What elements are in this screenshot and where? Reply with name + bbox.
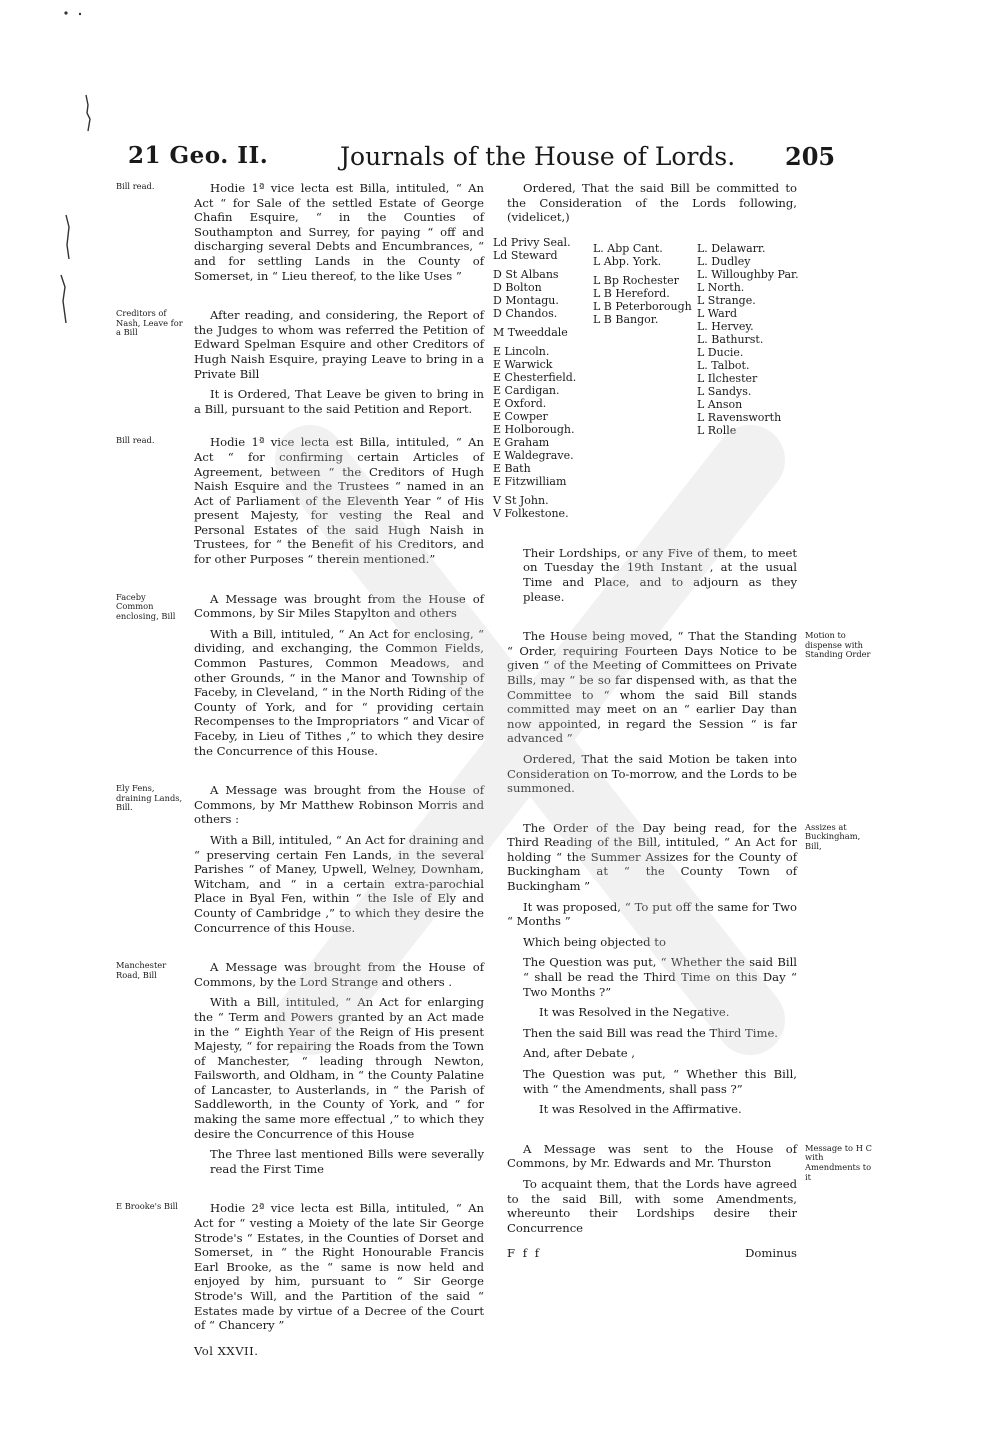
committee-member: E Cowper — [493, 409, 548, 423]
committee-member: L Ilchester — [697, 371, 758, 385]
paragraph: It is Ordered, That Leave be given to bring in a Bill, pursuant to the said Petition and Report. — [194, 387, 484, 416]
signature-mark: F f f — [507, 1246, 541, 1261]
regnal-year: 21 Geo. II. — [128, 142, 269, 169]
paragraph: Hodie 2ª vice lecta est Billa, intituled, “ An Act for “ vesting a Moiety of the late Sir George Strode's “ Estates, in the Counties of Dorset and Somerset, in “ the Right Honourable Francis Earl Brooke, as the “ same is now held and enjoyed by him, pursuant to “ Sir George Strode's Will, and the Partition of the said “ Estates made by virtue of a Decree of the Court of “ Chancery ” — [194, 1201, 484, 1333]
entry-assizes — [507, 820, 861, 1117]
paragraph: A Message was brought from the House of Commons, by the Lord Strange and others . — [194, 960, 484, 989]
entry-motion — [507, 629, 871, 796]
paragraph: Hodie 1ª vice lecta est Billa, intituled, “ An Act “ for Sale of the settled Estate of George Chafin Esquire, “ in the Counties of Southampton and Surrey, for paying “ off and discharging several Debts and Encumbrances, “ and for settling Lands in the County of Somerset, in “ Lieu thereof, to the like Uses ” — [194, 181, 484, 283]
committee-member: L B Peterborough — [593, 299, 692, 313]
committee-member: L Ravensworth — [697, 410, 782, 424]
paragraph: With a Bill, intituled, “ An Act for enlarging the “ Term and Powers granted by an Act made in the “ Eighth Year of the Reign of His present Majesty, “ for repairing the Roads from the Town of Manchester, “ leading through Newton, Failsworth, and Oldham, in “ the County Palatine of Lancaster, to Austerlands, in “ the Parish of Saddleworth, in the County of York, and “ for making the same more effectual ,” to which they desire the Concurrence of this House — [194, 995, 484, 1141]
committee-member: L B Hereford. — [593, 286, 670, 300]
committee-member: E Waldegrave. — [493, 448, 574, 462]
left-column — [116, 181, 484, 1358]
committee-member: V Folkestone. — [493, 506, 569, 520]
committee-member: L. Abp Cant. — [593, 241, 663, 255]
entry-meeting — [507, 546, 797, 604]
paragraph: The House being moved, “ That the Standing “ Order, requiring Fourteen Days Notice to be given “ of the Meeting of Committees on Private Bills, may “ be so far dispensed with, as that the Committee to “ whom the said Bill stands committed may meet on an “ earlier Day than now appointed, in regard the Session “ is far advanced ” — [507, 629, 797, 746]
paragraph: It was proposed, “ To put off the same for Two “ Months ” — [507, 899, 797, 929]
paragraph: To acquaint them, that the Lords have agreed to the said Bill, with some Amendments, whereunto their Lordships desire their Concurrence — [507, 1176, 797, 1235]
committee-member: E Fitzwilliam — [493, 474, 567, 488]
committee-group-3 — [697, 242, 802, 437]
right-column — [493, 181, 872, 1264]
margin-note: Motion to dispense with Standing Order — [805, 630, 871, 660]
page-footer — [507, 1246, 797, 1264]
committee-member: E Cardigan. — [493, 383, 560, 397]
entry-committal — [507, 181, 797, 225]
committee-member: L Ducie. — [697, 345, 744, 359]
paragraph: After reading, and considering, the Report of the Judges to whom was referred the Petition of Edward Spelman Esquire and other Creditors of Hugh Naish Esquire, praying Leave to bring in a Private Bill — [194, 308, 484, 381]
paragraph: The Three last mentioned Bills were severally read the First Time — [210, 1147, 484, 1176]
committee-group-1 — [493, 236, 603, 520]
committee-member: L. Dudley — [697, 254, 751, 268]
committee-member: L Strange. — [697, 293, 756, 307]
paragraph: A Message was sent to the House of Commons, by Mr. Edwards and Mr. Thurston — [507, 1141, 797, 1171]
margin-note: Creditors of Nash, Leave for a Bill — [116, 308, 183, 338]
paragraph: Then the said Bill was read the Third Time. — [523, 1025, 778, 1040]
committee-member: Ld Privy Seal. — [493, 235, 571, 249]
paragraph: It was Resolved in the Negative. — [539, 1005, 730, 1020]
committee-member: D Bolton — [493, 280, 542, 294]
paragraph: With a Bill, intituled, “ An Act for draining and “ preserving certain Fen Lands, in the several Parishes “ of Maney, Upwell, Welney, Downham, Witcham, and “ in a certain extra-parochial Place in Byal Fen, within “ the Isle of Ely and County of Cambridge ,” to which they desire the Concurrence of this House. — [194, 832, 484, 935]
entry-faceby — [116, 591, 484, 759]
committee-list — [493, 235, 799, 536]
committee-member: E Graham — [493, 435, 550, 449]
margin-note: E Brooke's Bill — [116, 1201, 178, 1212]
entry-message-commons — [507, 1141, 872, 1236]
margin-note: Bill read. — [116, 181, 155, 191]
committee-member: L. Delawarr. — [697, 241, 766, 255]
paragraph: Ordered, That the said Motion be taken into Consideration on To-morrow, and the Lords to be summoned. — [507, 751, 797, 796]
committee-member: Ld Steward — [493, 248, 558, 262]
entry-ely-fens — [116, 783, 484, 935]
committee-member: L. Hervey. — [697, 319, 754, 333]
committee-member: L Sandys. — [697, 384, 752, 398]
committee-member: L. Talbot. — [697, 358, 750, 372]
margin-note: Bill read. — [116, 435, 155, 446]
margin-note: Message to H C with Amendments to it — [805, 1142, 872, 1182]
committee-member: D Chandos. — [493, 306, 558, 320]
volume-mark: Vol XXVII. — [194, 1343, 259, 1358]
entry-chafin-bill — [116, 181, 484, 283]
committee-member: L B Bangor. — [593, 312, 659, 326]
committee-member: E Bath — [493, 461, 531, 475]
committee-member: D Montagu. — [493, 293, 559, 307]
committee-member: E Lincoln. — [493, 344, 550, 358]
paragraph: The Order of the Day being read, for the Third Reading of the Bill, intituled, “ An Act for holding “ the Summer Assizes for the County of Buckingham at “ the County Town of Buckingham ” — [507, 820, 797, 894]
committee-member: L. Willoughby Par. — [697, 267, 799, 281]
page-header — [120, 142, 860, 182]
margin-note: Assizes at Buckingham, Bill, — [805, 821, 861, 851]
entry-manchester-road — [116, 960, 484, 1176]
margin-note: Manchester Road, Bill — [116, 960, 167, 980]
committee-group-2 — [593, 242, 693, 326]
committee-member: L. Bathurst. — [697, 332, 764, 346]
committee-member: L Ward — [697, 306, 738, 320]
committee-member: L Abp. York. — [593, 254, 662, 268]
committee-member: L Bp Rochester — [593, 273, 679, 287]
committee-member: E Oxford. — [493, 396, 547, 410]
paragraph: The Question was put, “ Whether this Bill, with “ the Amendments, shall pass ?” — [523, 1067, 797, 1096]
margin-note: Ely Fens, draining Lands, Bill. — [116, 783, 183, 813]
paragraph: Hodie 1ª vice lecta est Billa, intituled, “ An Act “ for confirming certain Articles of Agreement, between “ the Creditors of Hugh Naish Esquire and the Trustees “ named in an Act of Parliament of the Eleventh Year “ of His present Majesty, for vesting the Real and Personal Estates of the said Hugh Naish in Trustees, for “ the Benefit of his Creditors, and for other Purposes “ therein mentioned.” — [194, 435, 484, 567]
catchword: Dominus — [745, 1246, 797, 1261]
committee-member: V St John. — [493, 493, 549, 507]
committee-member: E Holborough. — [493, 422, 575, 436]
committee-member: L North. — [697, 280, 745, 294]
committee-member: E Warwick — [493, 357, 553, 371]
paragraph: The Question was put, “ Whether the said Bill “ shall be read the Third Time on this Day “ Two Months ?” — [523, 955, 797, 999]
paragraph: A Message was brought from the House of Commons, by Mr Matthew Robinson Morris and others : — [194, 783, 484, 827]
paragraph: Which being objected to — [523, 934, 666, 949]
committee-member: D St Albans — [493, 267, 559, 281]
margin-note: Faceby Common enclosing, Bill — [116, 591, 176, 621]
paragraph: Their Lordships, or any Five of them, to meet on Tuesday the 19th Instant , at the usual Time and Place, and to adjourn as they please. — [523, 545, 797, 604]
paragraph: It was Resolved in the Affirmative. — [539, 1102, 742, 1117]
paragraph: And, after Debate , — [523, 1046, 635, 1061]
committee-member: L Rolle — [697, 423, 737, 437]
entry-nash-bill — [116, 435, 484, 567]
page-number: 205 — [785, 142, 836, 171]
committee-member: E Chesterfield. — [493, 370, 577, 384]
paragraph: A Message was brought from the House of Commons, by Sir Miles Stapylton and others — [194, 591, 484, 621]
paragraph: Ordered, That the said Bill be committed to the Consideration of the Lords following, (videlicet,) — [507, 181, 797, 225]
running-title: Journals of the House of Lords. — [340, 142, 736, 171]
entry-nash-creditors — [116, 308, 484, 416]
paragraph: With a Bill, intituled, “ An Act for enclosing, “ dividing, and exchanging, the Common Fields, Common Pastures, Common Meadows, and other Grounds, “ in the Manor and Township of Faceby, in Cleveland, “ in the North Riding of the County of York, and for “ providing certain Recompenses to the Impropriators “ and Vicar of Faceby, in Lieu of Tithes ,” to which they desire the Concurrence of this House. — [194, 626, 484, 758]
committee-member: L Anson — [697, 397, 743, 411]
committee-member: M Tweeddale — [493, 325, 568, 339]
entry-brooke — [116, 1201, 484, 1333]
